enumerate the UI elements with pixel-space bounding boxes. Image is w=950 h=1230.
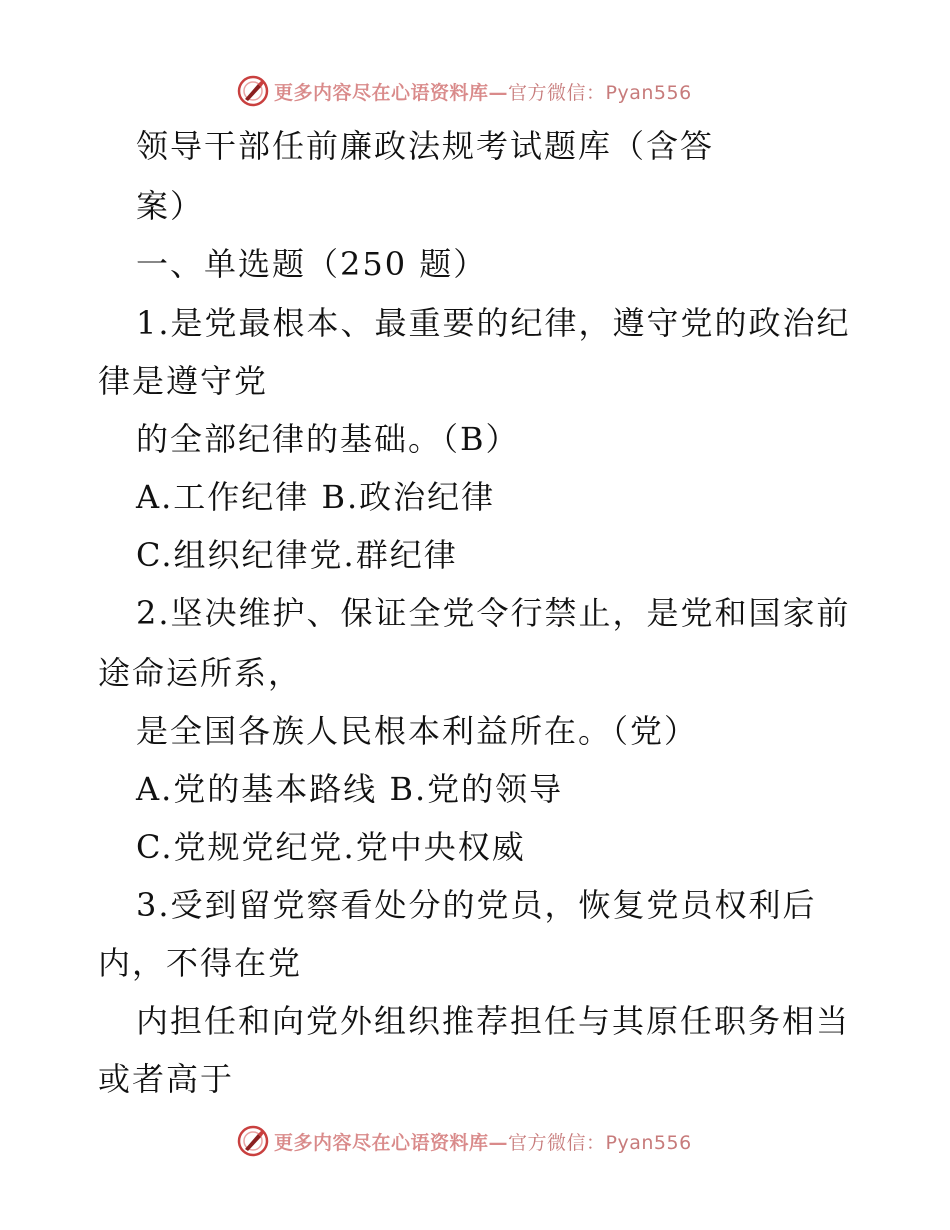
- document-title-line-2: 案）: [136, 187, 205, 225]
- question-1-line-2: 律是遵守党: [98, 362, 269, 400]
- question-2-line-2: 途命运所系，: [98, 654, 303, 692]
- header-watermark: [236, 73, 692, 109]
- watermark-text: 更多内容尽在心语资料库—官方微信：Pyan556: [274, 81, 692, 104]
- pen-logo-icon: [236, 74, 270, 108]
- section-heading: 一、单选题（250 题）: [136, 245, 488, 283]
- question-2-line-3: 是全国各族人民根本利益所在。（党）: [136, 712, 699, 750]
- question-2-options-cd: C.党规党纪党.党中央权威: [136, 828, 526, 866]
- pen-logo-icon: [236, 1124, 270, 1158]
- question-1-line-1: 1.是党最根本、最重要的纪律，遵守党的政治纪: [136, 304, 851, 342]
- question-2-line-1: 2.坚决维护、保证全党令行禁止，是党和国家前: [136, 594, 851, 632]
- question-3-line-4: 或者高于: [98, 1060, 235, 1098]
- footer-watermark: [236, 1123, 692, 1159]
- question-3-line-3: 内担任和向党外组织推荐担任与其原任职务相当: [136, 1002, 851, 1040]
- question-1-line-3: 的全部纪律的基础。（B）: [136, 420, 520, 458]
- question-1-options-cd: C.组织纪律党.群纪律: [136, 536, 458, 574]
- question-2-options-ab: A.党的基本路线 B.党的领导: [136, 770, 564, 808]
- question-3-line-2: 内，不得在党: [98, 944, 303, 982]
- question-3-line-1: 3.受到留党察看处分的党员，恢复党员权利后: [136, 886, 817, 924]
- document-title-line-1: 领导干部任前廉政法规考试题库（含答: [136, 127, 715, 165]
- watermark-text: 更多内容尽在心语资料库—官方微信：Pyan556: [274, 1131, 692, 1154]
- question-1-options-ab: A.工作纪律 B.政治纪律: [136, 478, 496, 516]
